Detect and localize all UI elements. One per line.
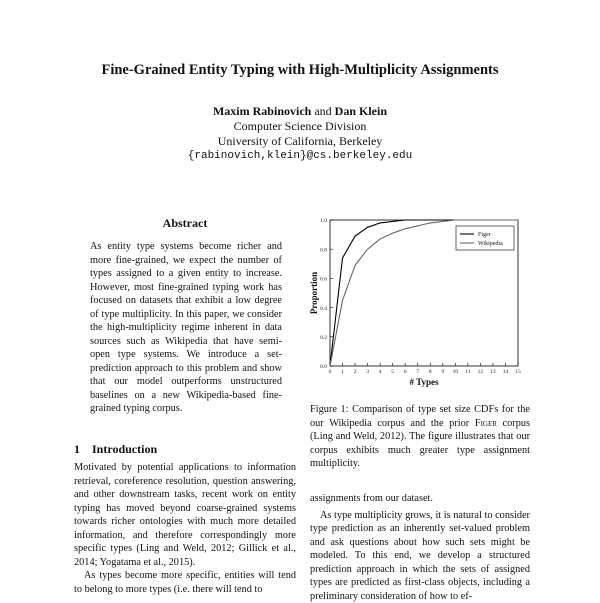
author-block: [0, 104, 600, 164]
x-tick-label: 5: [391, 369, 394, 375]
author-second: Dan Klein: [335, 104, 387, 118]
x-tick-label: 4: [379, 369, 382, 375]
section-title: Introduction: [92, 442, 157, 456]
paper-title: Fine-Grained Entity Typing with High-Multiplicity Assignments: [0, 62, 600, 79]
x-tick-label: 0: [329, 369, 332, 375]
y-tick-label: 0.0: [320, 364, 327, 370]
x-tick-label: 14: [503, 369, 509, 375]
abstract-text: As entity type systems become richer and more fine-grained, we expect the number of types assigned to a given entity to increase. However, most fine-grained typing work has focused on datasets that exhibit a low degree of type multiplicity. In this paper, we consider the high-multiplicity regime inherent in data sources such as Wikipedia that have semi-open type systems. We introduce a set-prediction approach to this problem and show that our model outperforms unstructured baselines on a new Wikipedia-based fine-grained typing corpus.: [90, 240, 282, 416]
author-email: {rabinovich,klein}@cs.berkeley.edu: [0, 149, 600, 164]
y-tick-label: 0.8: [320, 247, 327, 253]
abstract-heading: Abstract: [74, 216, 296, 231]
y-tick-label: 1.0: [320, 218, 327, 224]
right-column-body: [310, 492, 530, 603]
affiliation-university: University of California, Berkeley: [0, 134, 600, 149]
figure-caption: [310, 403, 530, 471]
intro-paragraph-2: As types become more specific, entities will tend to belong to more types (i.e. there will tend to: [74, 569, 296, 596]
figure-1-chart: [308, 210, 532, 392]
section-heading: [74, 442, 157, 457]
intro-body: [74, 461, 296, 596]
x-tick-label: 15: [515, 369, 521, 375]
x-axis-label: # Types: [410, 377, 439, 387]
y-tick-label: 0.6: [320, 277, 327, 283]
intro-paragraph-1: Motivated by potential applications to information retrieval, coreference resolution, question answering, and other downstream tasks, recent work on entity typing has moved beyond coarse-grained systems towards richer ontologies with much more detailed information, and therefore correspondingly more specific types (Ling and Weld, 2012; Gillick et al., 2014; Yogatama et al., 2015).: [74, 461, 296, 569]
x-tick-label: 11: [465, 369, 471, 375]
author-line: [0, 104, 600, 119]
right-paragraph-2: As type multiplicity grows, it is natural to consider type prediction as an inherently set-valued problem and ask questions about how such sets might be modeled. To this end, we develop a structured prediction approach in which the sets of assigned types are predicted as first-class objects, including a preliminary consideration of how to ef-: [310, 509, 530, 603]
legend-label: Figer: [478, 232, 491, 238]
caption-figer: Figer: [475, 418, 497, 429]
x-tick-label: 8: [429, 369, 432, 375]
x-tick-label: 9: [441, 369, 444, 375]
y-axis-label: Proportion: [309, 272, 319, 314]
x-tick-label: 12: [478, 369, 484, 375]
x-tick-label: 1: [341, 369, 344, 375]
y-tick-label: 0.2: [320, 335, 327, 341]
caption-pre: Figure 1: Comparison of type set size CDFs for the our Wikipedia corpus and the prior: [310, 404, 530, 429]
caption-post: corpus (Ling and Weld, 2012). The figure illustrates that our corpus exhibits much greater type assignment multiplicity.: [310, 418, 530, 470]
x-tick-label: 10: [453, 369, 459, 375]
x-tick-label: 13: [490, 369, 496, 375]
x-tick-label: 7: [416, 369, 419, 375]
affiliation-division: Computer Science Division: [0, 119, 600, 134]
legend-label: Wikipedia: [478, 241, 503, 247]
x-tick-label: 6: [404, 369, 407, 375]
x-tick-label: 2: [354, 369, 357, 375]
author-first: Maxim Rabinovich: [213, 104, 311, 118]
x-tick-label: 3: [366, 369, 369, 375]
section-number: 1: [74, 442, 80, 456]
right-paragraph-1: assignments from our dataset.: [310, 492, 530, 506]
author-and: and: [314, 104, 331, 118]
y-tick-label: 0.4: [320, 306, 327, 312]
